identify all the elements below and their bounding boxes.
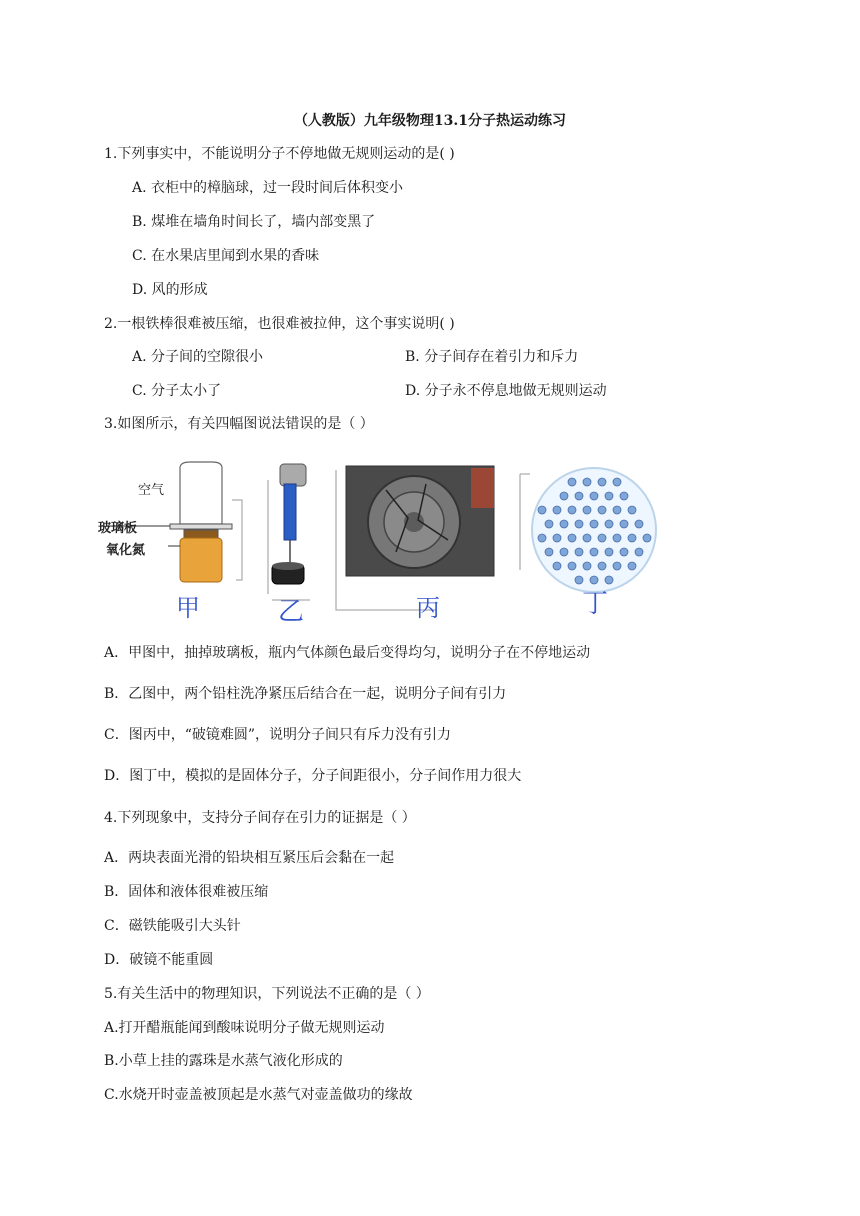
molecule-dot	[560, 492, 568, 500]
molecule-dot	[613, 562, 621, 570]
figure-a-gas-label: 氧化氮	[106, 543, 146, 558]
molecule-dot	[538, 506, 546, 514]
document-title: （人教版）九年级物理13.1分子热运动练习	[293, 113, 567, 129]
molecule-dot	[620, 492, 628, 500]
question-2-option-b: B. 分子间存在着引力和斥力	[405, 349, 579, 365]
molecule-dot	[635, 548, 643, 556]
question-1-option-b: B. 煤堆在墙角时间长了，墙内部变黑了	[132, 214, 376, 230]
molecule-dot	[613, 478, 621, 486]
figure-c-broken-mirror	[336, 466, 494, 610]
question-3-stem: 3.如图所示，有关四幅图说法错误的是（ ）	[104, 416, 374, 432]
molecule-dot	[598, 562, 606, 570]
molecule-dot	[590, 576, 598, 584]
question-4-option-b: B．固体和液体很难被压缩	[104, 884, 269, 900]
molecule-dot	[628, 562, 636, 570]
molecule-dot	[568, 506, 576, 514]
molecule-dot	[575, 576, 583, 584]
question-5-option-b: B.小草上挂的露珠是水蒸气液化形成的	[104, 1053, 343, 1069]
figure-c-label: 丙	[416, 594, 440, 622]
question-1-option-c: C. 在水果店里闻到水果的香味	[132, 248, 320, 264]
question-4-option-d: D．破镜不能重圆	[104, 952, 214, 968]
molecule-dot	[598, 478, 606, 486]
molecule-dot	[620, 520, 628, 528]
molecule-dot	[590, 520, 598, 528]
molecule-dot	[635, 520, 643, 528]
molecule-dot	[628, 534, 636, 542]
figure-b-lead-cylinders	[268, 464, 310, 600]
figure-d-label: 丁	[582, 589, 609, 619]
question-3-figure	[96, 460, 666, 625]
figure-a-label: 甲	[176, 594, 200, 622]
question-1-option-d: D. 风的形成	[132, 282, 208, 298]
figure-a-glass-label: 玻璃板	[98, 521, 138, 536]
question-2-option-d: D. 分子永不停息地做无规则运动	[405, 383, 607, 399]
molecule-dot	[560, 548, 568, 556]
molecule-dot	[590, 492, 598, 500]
molecule-dot	[538, 534, 546, 542]
figure-d-molecule-model	[520, 468, 656, 592]
molecule-dot	[590, 548, 598, 556]
molecule-dot	[620, 548, 628, 556]
question-5-option-c: C.水烧开时壶盖被顶起是水蒸气对壶盖做功的缘故	[104, 1087, 413, 1103]
molecule-dot	[575, 520, 583, 528]
question-5-option-a: A.打开醋瓶能闻到酸味说明分子做无规则运动	[104, 1020, 385, 1036]
molecule-dot	[605, 492, 613, 500]
question-5-stem: 5.有关生活中的物理知识，下列说法不正确的是（ ）	[104, 986, 430, 1002]
molecule-dot	[568, 534, 576, 542]
molecule-dot	[583, 562, 591, 570]
molecule-dot	[575, 548, 583, 556]
molecule-dot	[568, 562, 576, 570]
molecule-dot	[553, 534, 561, 542]
molecule-dot	[553, 506, 561, 514]
question-2-stem: 2.一根铁棒很难被压缩，也很难被拉伸，这个事实说明( )	[104, 316, 455, 332]
molecule-dot	[583, 534, 591, 542]
question-4-option-a: A．两块表面光滑的铅块相互紧压后会黏在一起	[104, 850, 395, 866]
molecule-dot	[575, 492, 583, 500]
question-2-option-a: A. 分子间的空隙很小	[132, 349, 264, 365]
question-1-option-a: A. 衣柜中的樟脑球，过一段时间后体积变小	[132, 180, 404, 196]
figure-a-air-label: 空气	[138, 483, 165, 498]
molecule-dot	[583, 506, 591, 514]
molecule-dot	[628, 506, 636, 514]
question-3-option-d: D．图丁中，模拟的是固体分子，分子间距很小，分子间作用力很大	[104, 768, 522, 784]
question-3-option-c: C．图丙中，“破镜难圆”，说明分子间只有斥力没有引力	[104, 727, 452, 743]
molecule-dot	[613, 534, 621, 542]
question-3-option-b: B．乙图中，两个铅柱洗净紧压后结合在一起，说明分子间有引力	[104, 686, 507, 702]
question-4-option-c: C．磁铁能吸引大头针	[104, 918, 241, 934]
molecule-dot	[605, 576, 613, 584]
molecule-dot	[545, 548, 553, 556]
figure-b-label: 乙	[278, 597, 305, 625]
molecule-dot	[613, 506, 621, 514]
molecule-dot	[560, 520, 568, 528]
molecule-dot	[568, 478, 576, 486]
molecule-dot	[545, 520, 553, 528]
question-3-option-a: A．甲图中，抽掉玻璃板，瓶内气体颜色最后变得均匀，说明分子在不停地运动	[104, 645, 591, 661]
question-4-stem: 4.下列现象中，支持分子间存在引力的证据是（ ）	[104, 810, 416, 826]
question-1-stem: 1.下列事实中，不能说明分子不停地做无规则运动的是( )	[104, 146, 455, 162]
question-2-option-c: C. 分子太小了	[132, 383, 222, 399]
molecule-dot	[583, 478, 591, 486]
molecule-dot	[553, 562, 561, 570]
molecule-dot	[598, 506, 606, 514]
molecule-dot	[605, 520, 613, 528]
molecule-dot	[605, 548, 613, 556]
molecule-dot	[643, 534, 651, 542]
molecule-dot	[598, 534, 606, 542]
